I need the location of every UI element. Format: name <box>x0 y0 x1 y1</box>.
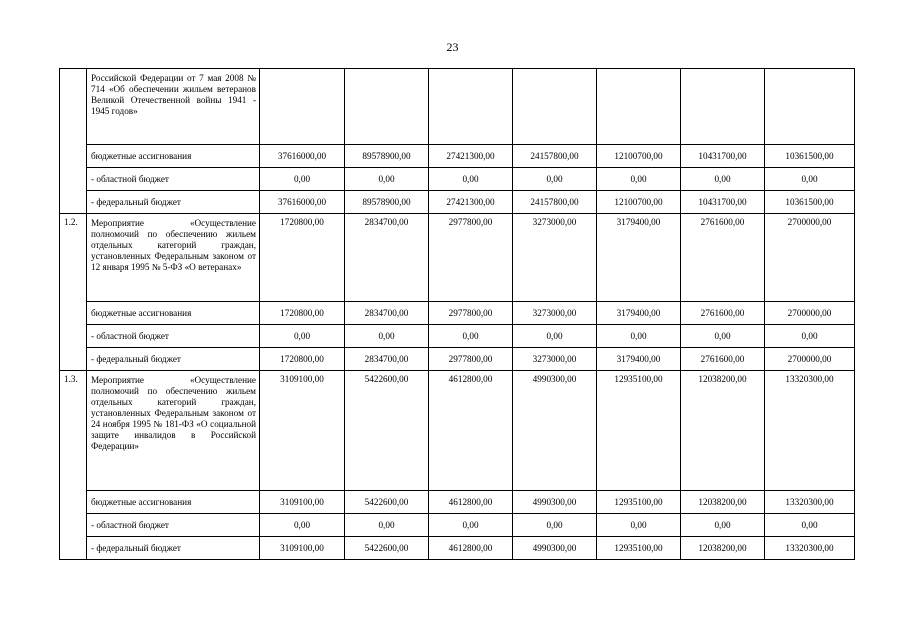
table-row <box>60 325 855 348</box>
row-label: бюджетные ассигнования <box>87 491 260 514</box>
row-value: 13320300,00 <box>765 537 855 560</box>
row-value: 10431700,00 <box>681 145 765 168</box>
row-value: 4612800,00 <box>429 491 513 514</box>
row-value: 10361500,00 <box>765 145 855 168</box>
section-title-value <box>429 69 513 145</box>
row-value: 37616000,00 <box>260 145 345 168</box>
section-title-value: 3179400,00 <box>597 214 681 302</box>
row-label: бюджетные ассигнования <box>87 145 260 168</box>
row-value: 2834700,00 <box>345 302 429 325</box>
row-value: 0,00 <box>345 168 429 191</box>
row-value: 12038200,00 <box>681 537 765 560</box>
row-value: 0,00 <box>429 514 513 537</box>
row-value: 0,00 <box>260 325 345 348</box>
row-label: бюджетные ассигнования <box>87 302 260 325</box>
row-value: 3109100,00 <box>260 491 345 514</box>
table-row <box>60 537 855 560</box>
row-value: 1720800,00 <box>260 302 345 325</box>
row-value: 0,00 <box>513 514 597 537</box>
section-index: 1.3. <box>60 371 87 560</box>
section-title-value: 2977800,00 <box>429 214 513 302</box>
row-value: 0,00 <box>513 325 597 348</box>
section-title-value: 5422600,00 <box>345 371 429 491</box>
row-value: 0,00 <box>681 325 765 348</box>
row-label: - областной бюджет <box>87 325 260 348</box>
row-value: 4990300,00 <box>513 491 597 514</box>
section-title-value: 2761600,00 <box>681 214 765 302</box>
row-label: - федеральный бюджет <box>87 348 260 371</box>
section-title-value <box>765 69 855 145</box>
row-value: 3179400,00 <box>597 348 681 371</box>
section-title-value: 13320300,00 <box>765 371 855 491</box>
row-value: 3109100,00 <box>260 537 345 560</box>
row-value: 2834700,00 <box>345 348 429 371</box>
section-title-value <box>260 69 345 145</box>
section-title-row <box>60 69 855 145</box>
section-index <box>60 69 87 214</box>
row-value: 2977800,00 <box>429 348 513 371</box>
row-value: 13320300,00 <box>765 491 855 514</box>
row-value: 12935100,00 <box>597 491 681 514</box>
row-value: 0,00 <box>597 514 681 537</box>
row-value: 0,00 <box>765 514 855 537</box>
row-value: 4990300,00 <box>513 537 597 560</box>
row-value: 3179400,00 <box>597 302 681 325</box>
row-value: 12038200,00 <box>681 491 765 514</box>
row-label: - областной бюджет <box>87 514 260 537</box>
row-label: - областной бюджет <box>87 168 260 191</box>
section-title-value: 2700000,00 <box>765 214 855 302</box>
section-title-value: 2834700,00 <box>345 214 429 302</box>
row-value: 0,00 <box>513 168 597 191</box>
row-value: 0,00 <box>429 325 513 348</box>
row-value: 3273000,00 <box>513 348 597 371</box>
row-value: 27421300,00 <box>429 191 513 214</box>
row-value: 27421300,00 <box>429 145 513 168</box>
row-value: 2700000,00 <box>765 348 855 371</box>
table-row <box>60 514 855 537</box>
section-title: Российской Федерации от 7 мая 2008 № 714 «Об обеспечении жильем ветеранов Великой Отечественной войны 1941 - 1945 годов» <box>87 69 260 145</box>
row-value: 0,00 <box>681 168 765 191</box>
table-row <box>60 491 855 514</box>
row-value: 0,00 <box>765 168 855 191</box>
row-value: 0,00 <box>681 514 765 537</box>
row-value: 0,00 <box>345 325 429 348</box>
row-value: 2977800,00 <box>429 302 513 325</box>
budget-table <box>59 68 855 560</box>
row-value: 12935100,00 <box>597 537 681 560</box>
section-title-value: 12038200,00 <box>681 371 765 491</box>
row-value: 2700000,00 <box>765 302 855 325</box>
row-value: 89578900,00 <box>345 145 429 168</box>
row-value: 0,00 <box>429 168 513 191</box>
row-label: - федеральный бюджет <box>87 191 260 214</box>
row-value: 2761600,00 <box>681 302 765 325</box>
section-title-value: 12935100,00 <box>597 371 681 491</box>
row-value: 10361500,00 <box>765 191 855 214</box>
row-value: 0,00 <box>260 168 345 191</box>
row-value: 4612800,00 <box>429 537 513 560</box>
table-row <box>60 302 855 325</box>
row-value: 37616000,00 <box>260 191 345 214</box>
row-value: 89578900,00 <box>345 191 429 214</box>
row-value: 5422600,00 <box>345 491 429 514</box>
row-value: 0,00 <box>765 325 855 348</box>
row-value: 0,00 <box>345 514 429 537</box>
section-title-value: 3109100,00 <box>260 371 345 491</box>
table-row <box>60 191 855 214</box>
section-title: Мероприятие «Осуществление полномочий по обеспечению жильем отдельных категорий граждан, установленных Федеральным законом от 12 января 1995 № 5-ФЗ «О ветеранах» <box>87 214 260 302</box>
row-value: 24157800,00 <box>513 191 597 214</box>
section-title-value <box>513 69 597 145</box>
table-row <box>60 168 855 191</box>
row-value: 24157800,00 <box>513 145 597 168</box>
section-title-value <box>681 69 765 145</box>
row-value: 12100700,00 <box>597 191 681 214</box>
page-number: 23 <box>446 40 459 54</box>
section-title-row <box>60 371 855 491</box>
section-title-value: 4612800,00 <box>429 371 513 491</box>
row-value: 12100700,00 <box>597 145 681 168</box>
table-row <box>60 348 855 371</box>
section-title-value <box>597 69 681 145</box>
row-value: 0,00 <box>260 514 345 537</box>
row-value: 3273000,00 <box>513 302 597 325</box>
section-index: 1.2. <box>60 214 87 371</box>
section-title-row <box>60 214 855 302</box>
row-value: 0,00 <box>597 168 681 191</box>
section-title-value: 3273000,00 <box>513 214 597 302</box>
row-value: 0,00 <box>597 325 681 348</box>
section-title-value <box>345 69 429 145</box>
section-title-value: 1720800,00 <box>260 214 345 302</box>
row-value: 5422600,00 <box>345 537 429 560</box>
section-title-value: 4990300,00 <box>513 371 597 491</box>
row-value: 10431700,00 <box>681 191 765 214</box>
table-row <box>60 145 855 168</box>
row-value: 1720800,00 <box>260 348 345 371</box>
row-label: - федеральный бюджет <box>87 537 260 560</box>
section-title: Мероприятие «Осуществление полномочий по обеспечению жильем отдельных категорий граждан, установленных Федеральным законом от 24 ноября 1995 № 181-ФЗ «О социальной защите инвалидов в Российской Федерации» <box>87 371 260 491</box>
row-value: 2761600,00 <box>681 348 765 371</box>
